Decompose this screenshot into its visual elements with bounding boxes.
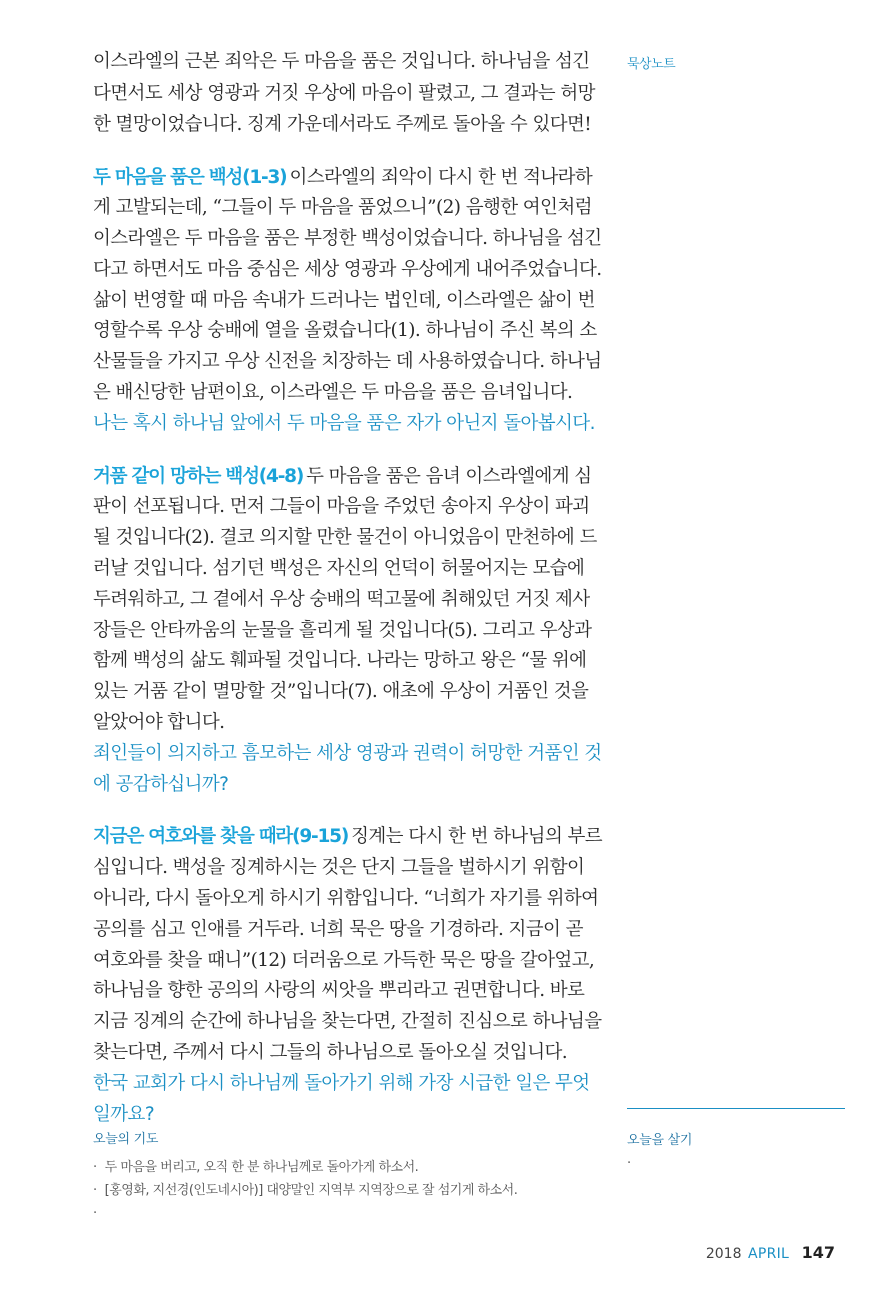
section-2-paragraph: [93, 462, 603, 739]
page-number: 147: [801, 1243, 835, 1262]
prayer-list: [93, 1156, 603, 1225]
section-2-body: 두 마음을 품은 음녀 이스라엘에게 심판이 선포됩니다. 먼저 그들이 마음을 주었던 송아지 우상이 파괴될 것입니다(2). 결코 의지할 만한 물건이 아니었음이 만천하에 드러날 것입니다. 섬기던 백성은 자신의 언덕이 허물어지는 모습에 두려워하고, 그 곁에서 우상 숭배의 떡고물에 취해있던 거짓 제사장들은 안타까움의 눈물을 흘리게 될 것입니다(5). 그리고 우상과 함께 백성의 삶도 훼파될 것입니다. 나라는 망하고 왕은 “물 위에 있는 거품 같이 멸망할 것”입니다(7). 애초에 우상이 거품인 것을 알았어야 합니다.: [93, 465, 597, 734]
section-1-paragraph: [93, 163, 603, 409]
section-3: [93, 822, 603, 1130]
section-1: [93, 163, 603, 440]
section-1-heading: 두 마음을 품은 백성(1-3): [93, 166, 287, 188]
section-3-paragraph: [93, 822, 603, 1068]
intro-paragraph: 이스라엘의 근본 죄악은 두 마음을 품은 것입니다. 하나님을 섬긴다면서도 세상 영광과 거짓 우상에 마음이 팔렸고, 그 결과는 허망한 멸망이었습니다. 징계 가운데서라도 주께로 돌아올 수 있다면!: [93, 51, 595, 135]
prayer-item: · 두 마음을 버리고, 오직 한 분 하나님께로 돌아가게 하소서.: [93, 1156, 603, 1179]
living-today: [627, 1108, 845, 1171]
page-footer: [706, 1243, 835, 1262]
footer-year: 2018: [705, 1246, 742, 1262]
section-2-question: 죄인들이 의지하고 흠모하는 세상 영광과 권력이 허망한 거품인 것에 공감하십니까?: [93, 742, 602, 795]
living-bullet: ·: [627, 1156, 632, 1171]
section-1-question: 나는 혹시 하나님 앞에서 두 마음을 품은 자가 아닌지 돌아봅시다.: [93, 412, 595, 434]
section-3-question: 한국 교회가 다시 하나님께 돌아가기 위해 가장 시급한 일은 무엇일까요?: [93, 1072, 590, 1125]
section-3-body: 징계는 다시 한 번 하나님의 부르심입니다. 백성을 징계하시는 것은 단지 그들을 벌하시기 위함이 아니라, 다시 돌아오게 하시기 위함입니다. “너희가 자기를 위하여 공의를 심고 인애를 거두라. 너희 묵은 땅을 기경하라. 지금이 곧 여호와를 찾을 때니”(12) 더러움으로 가득한 묵은 땅을 갈아엎고, 하나님을 향한 공의의 사랑의 씨앗을 뿌리라고 권면합니다. 바로 지금 징계의 순간에 하나님을 찾는다면, 간절히 진심으로 하나님을 찾는다면, 주께서 다시 그들의 하나님으로 돌아오실 것입니다.: [93, 826, 603, 1064]
section-2-heading: 거품 같이 망하는 백성(4-8): [93, 465, 304, 487]
section-2: [93, 462, 603, 801]
main-column: [93, 46, 603, 1130]
todays-prayer: [93, 1128, 603, 1225]
section-1-body: 이스라엘의 죄악이 다시 한 번 적나라하게 고발되는데, “그들이 두 마음을 품었으니”(2) 음행한 여인처럼 이스라엘은 두 마음을 품은 부정한 백성이었습니다. 하나님을 섬긴다고 하면서도 마음 중심은 세상 영광과 우상에게 내어주었습니다. 삶이 번영할 때 마음 속내가 드러나는 법인데, 이스라엘은 삶이 번영할수록 우상 숭배에 열을 올렸습니다(1). 하나님이 주신 복의 소산물들을 가지고 우상 신전을 치장하는 데 사용하였습니다. 하나님은 배신당한 남편이요, 이스라엘은 두 마음을 품은 음녀입니다.: [93, 166, 602, 404]
prayer-item: [93, 1202, 603, 1225]
meditation-note-label: 묵상노트: [627, 57, 676, 72]
living-title: 오늘을 살기: [627, 1133, 693, 1148]
prayer-title: 오늘의 기도: [93, 1132, 159, 1147]
footer-month: APRIL: [747, 1246, 790, 1262]
prayer-item: · [홍영화, 지선경(인도네시아)] 대양말인 지역부 지역장으로 잘 섬기게 하소서.: [93, 1179, 603, 1202]
section-3-heading: 지금은 여호와를 찾을 때라(9-15): [93, 826, 349, 848]
